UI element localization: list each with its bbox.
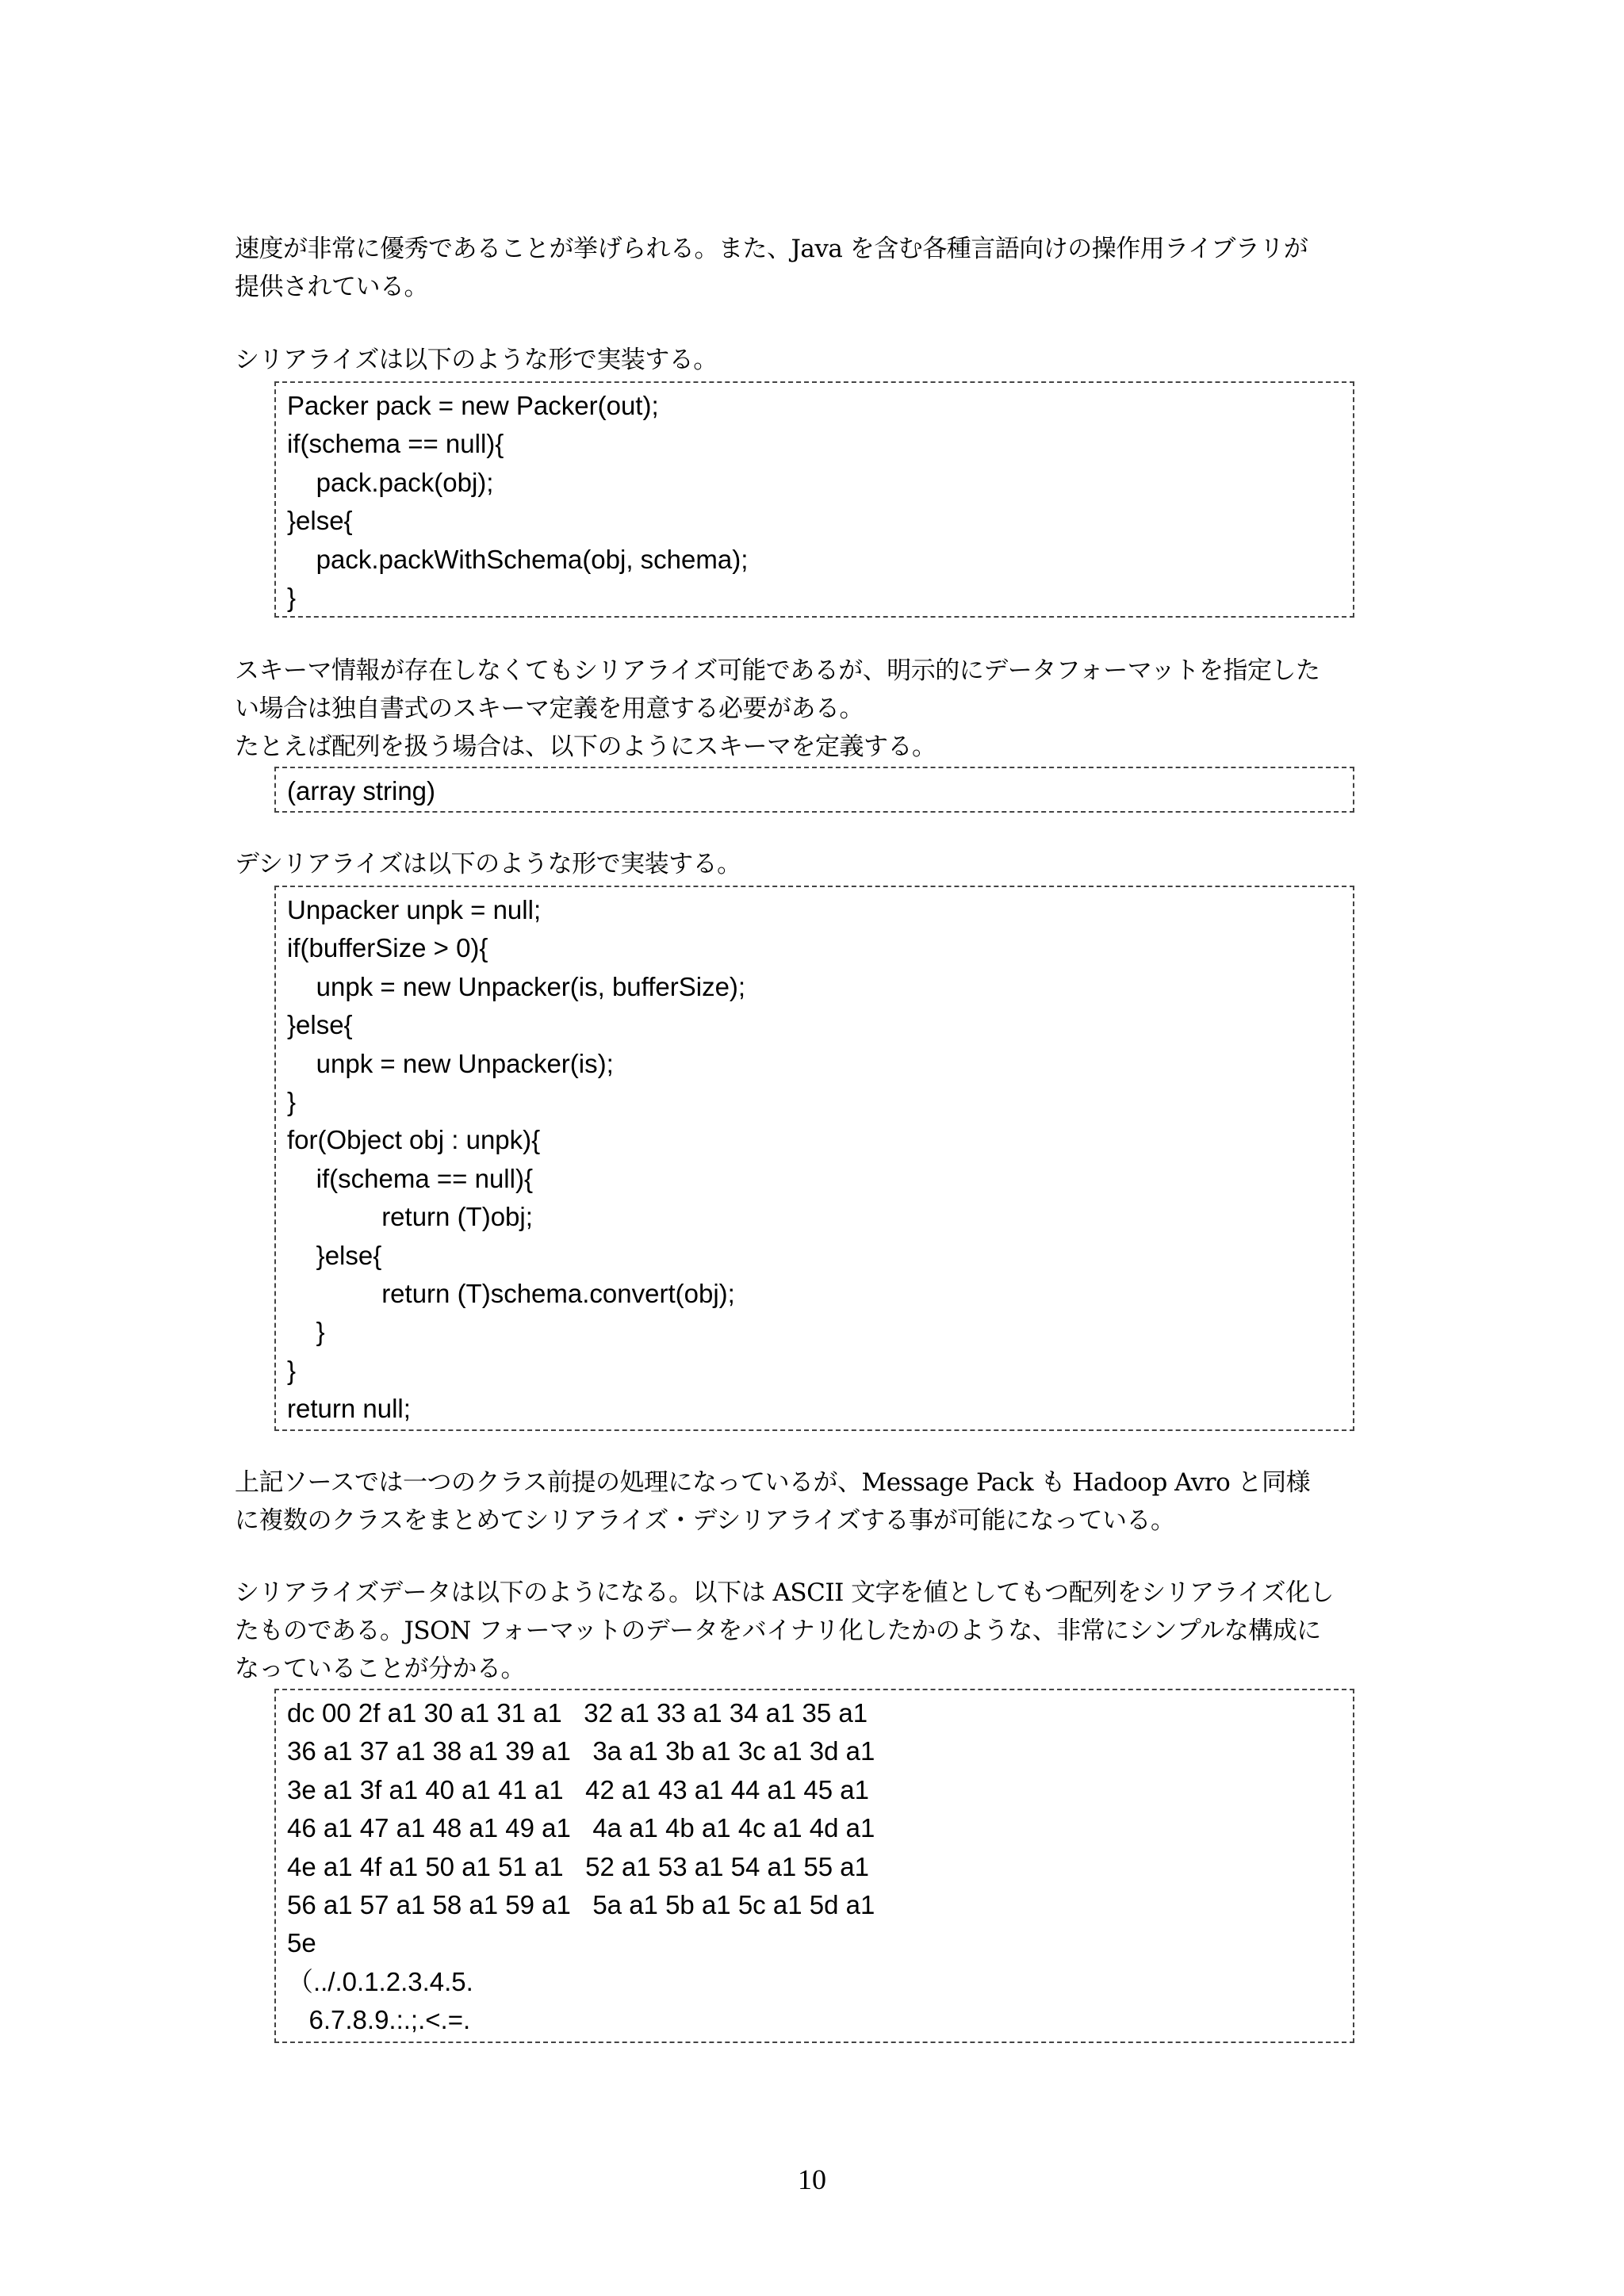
code-line: 46 a1 47 a1 48 a1 49 a1 4a a1 4b a1 4c a1 4d a1 <box>287 1813 875 1843</box>
code-line: pack.packWithSchema(obj, schema); <box>287 544 749 574</box>
text-line: に複数のクラスをまとめてシリアライズ・デシリアライズする事が可能になっている。 <box>235 1506 1175 1535</box>
paragraph-schema <box>235 652 1408 766</box>
code-line: }else{ <box>287 506 353 536</box>
code-line: }else{ <box>287 1240 382 1270</box>
code-line: } <box>287 1317 325 1347</box>
code-line: 5e <box>287 1928 316 1958</box>
text-line: なっていることが分かる。 <box>235 1655 525 1683</box>
paragraph-serialized-data <box>235 1574 1408 1688</box>
code-line: 56 a1 57 a1 58 a1 59 a1 5a a1 5b a1 5c a1 5d a1 <box>287 1890 875 1920</box>
code-line: for(Object obj : unpk){ <box>287 1125 541 1155</box>
code-line: 36 a1 37 a1 38 a1 39 a1 3a a1 3b a1 3c a1 3d a1 <box>287 1736 875 1766</box>
code-block-deserialize <box>287 891 745 1429</box>
code-line: }else{ <box>287 1010 353 1040</box>
code-line: if(schema == null){ <box>287 1163 533 1193</box>
code-box-schema <box>274 767 1354 813</box>
paragraph-serialize-heading <box>235 341 1408 379</box>
code-line: } <box>287 1087 297 1117</box>
code-block-hexdump <box>287 1694 875 2040</box>
code-line: unpk = new Unpacker(is); <box>287 1048 614 1078</box>
code-line: return (T)obj; <box>287 1202 533 1232</box>
text-line: 速度が非常に優秀であることが挙げられる。また、Java を含む各種言語向けの操作用ライブラリが <box>235 235 1308 263</box>
paragraph-deserialize-heading <box>235 845 1408 883</box>
code-line: dc 00 2f a1 30 a1 31 a1 32 a1 33 a1 34 a1 35 a1 <box>287 1698 868 1728</box>
code-line: if(schema == null){ <box>287 429 504 459</box>
text-line: たものである。JSON フォーマットのデータをバイナリ化したかのような、非常にシンプルな構成に <box>235 1617 1321 1645</box>
code-line: unpk = new Unpacker(is, bufferSize); <box>287 971 746 1001</box>
text-line: シリアライズは以下のような形で実装する。 <box>235 346 718 374</box>
code-line: } <box>287 583 297 613</box>
page-number: 10 <box>798 2164 826 2195</box>
text-line: い場合は独自書式のスキーマ定義を用意する必要がある。 <box>235 695 864 723</box>
code-line: （../.0.1.2.3.4.5. <box>287 1966 473 1996</box>
code-line: 6.7.8.9.:.;.<.=. <box>287 2005 471 2035</box>
text-line: 上記ソースでは一つのクラス前提の処理になっているが、Message Pack も Hadoop Avro と同様 <box>235 1468 1311 1497</box>
text-line: デシリアライズは以下のような形で実装する。 <box>235 850 741 878</box>
text-line: シリアライズデータは以下のようになる。以下は ASCII 文字を値としてもつ配列をシリアライズ化し <box>235 1578 1334 1607</box>
code-block-serialize <box>287 387 748 617</box>
code-block-schema <box>287 772 435 810</box>
code-line: if(bufferSize > 0){ <box>287 933 488 963</box>
code-line: Packer pack = new Packer(out); <box>287 391 659 420</box>
paragraph-intro <box>235 230 1408 306</box>
text-line: スキーマ情報が存在しなくてもシリアライズ可能であるが、明示的にデータフォーマットを指定した <box>235 656 1320 685</box>
paragraph-summary <box>235 1464 1408 1540</box>
code-line: } <box>287 1355 297 1385</box>
code-line: 4e a1 4f a1 50 a1 51 a1 52 a1 53 a1 54 a1 55 a1 <box>287 1851 869 1881</box>
text-line: たとえば配列を扱う場合は、以下のようにスキーマを定義する。 <box>235 733 936 761</box>
code-line: return null; <box>287 1394 411 1424</box>
code-line: pack.pack(obj); <box>287 467 494 497</box>
code-line: return (T)schema.convert(obj); <box>287 1279 735 1309</box>
code-line: (array string) <box>287 776 436 806</box>
text-line: 提供されている。 <box>235 273 428 301</box>
code-line: 3e a1 3f a1 40 a1 41 a1 42 a1 43 a1 44 a1 45 a1 <box>287 1774 869 1804</box>
code-line: Unpacker unpk = null; <box>287 895 542 924</box>
